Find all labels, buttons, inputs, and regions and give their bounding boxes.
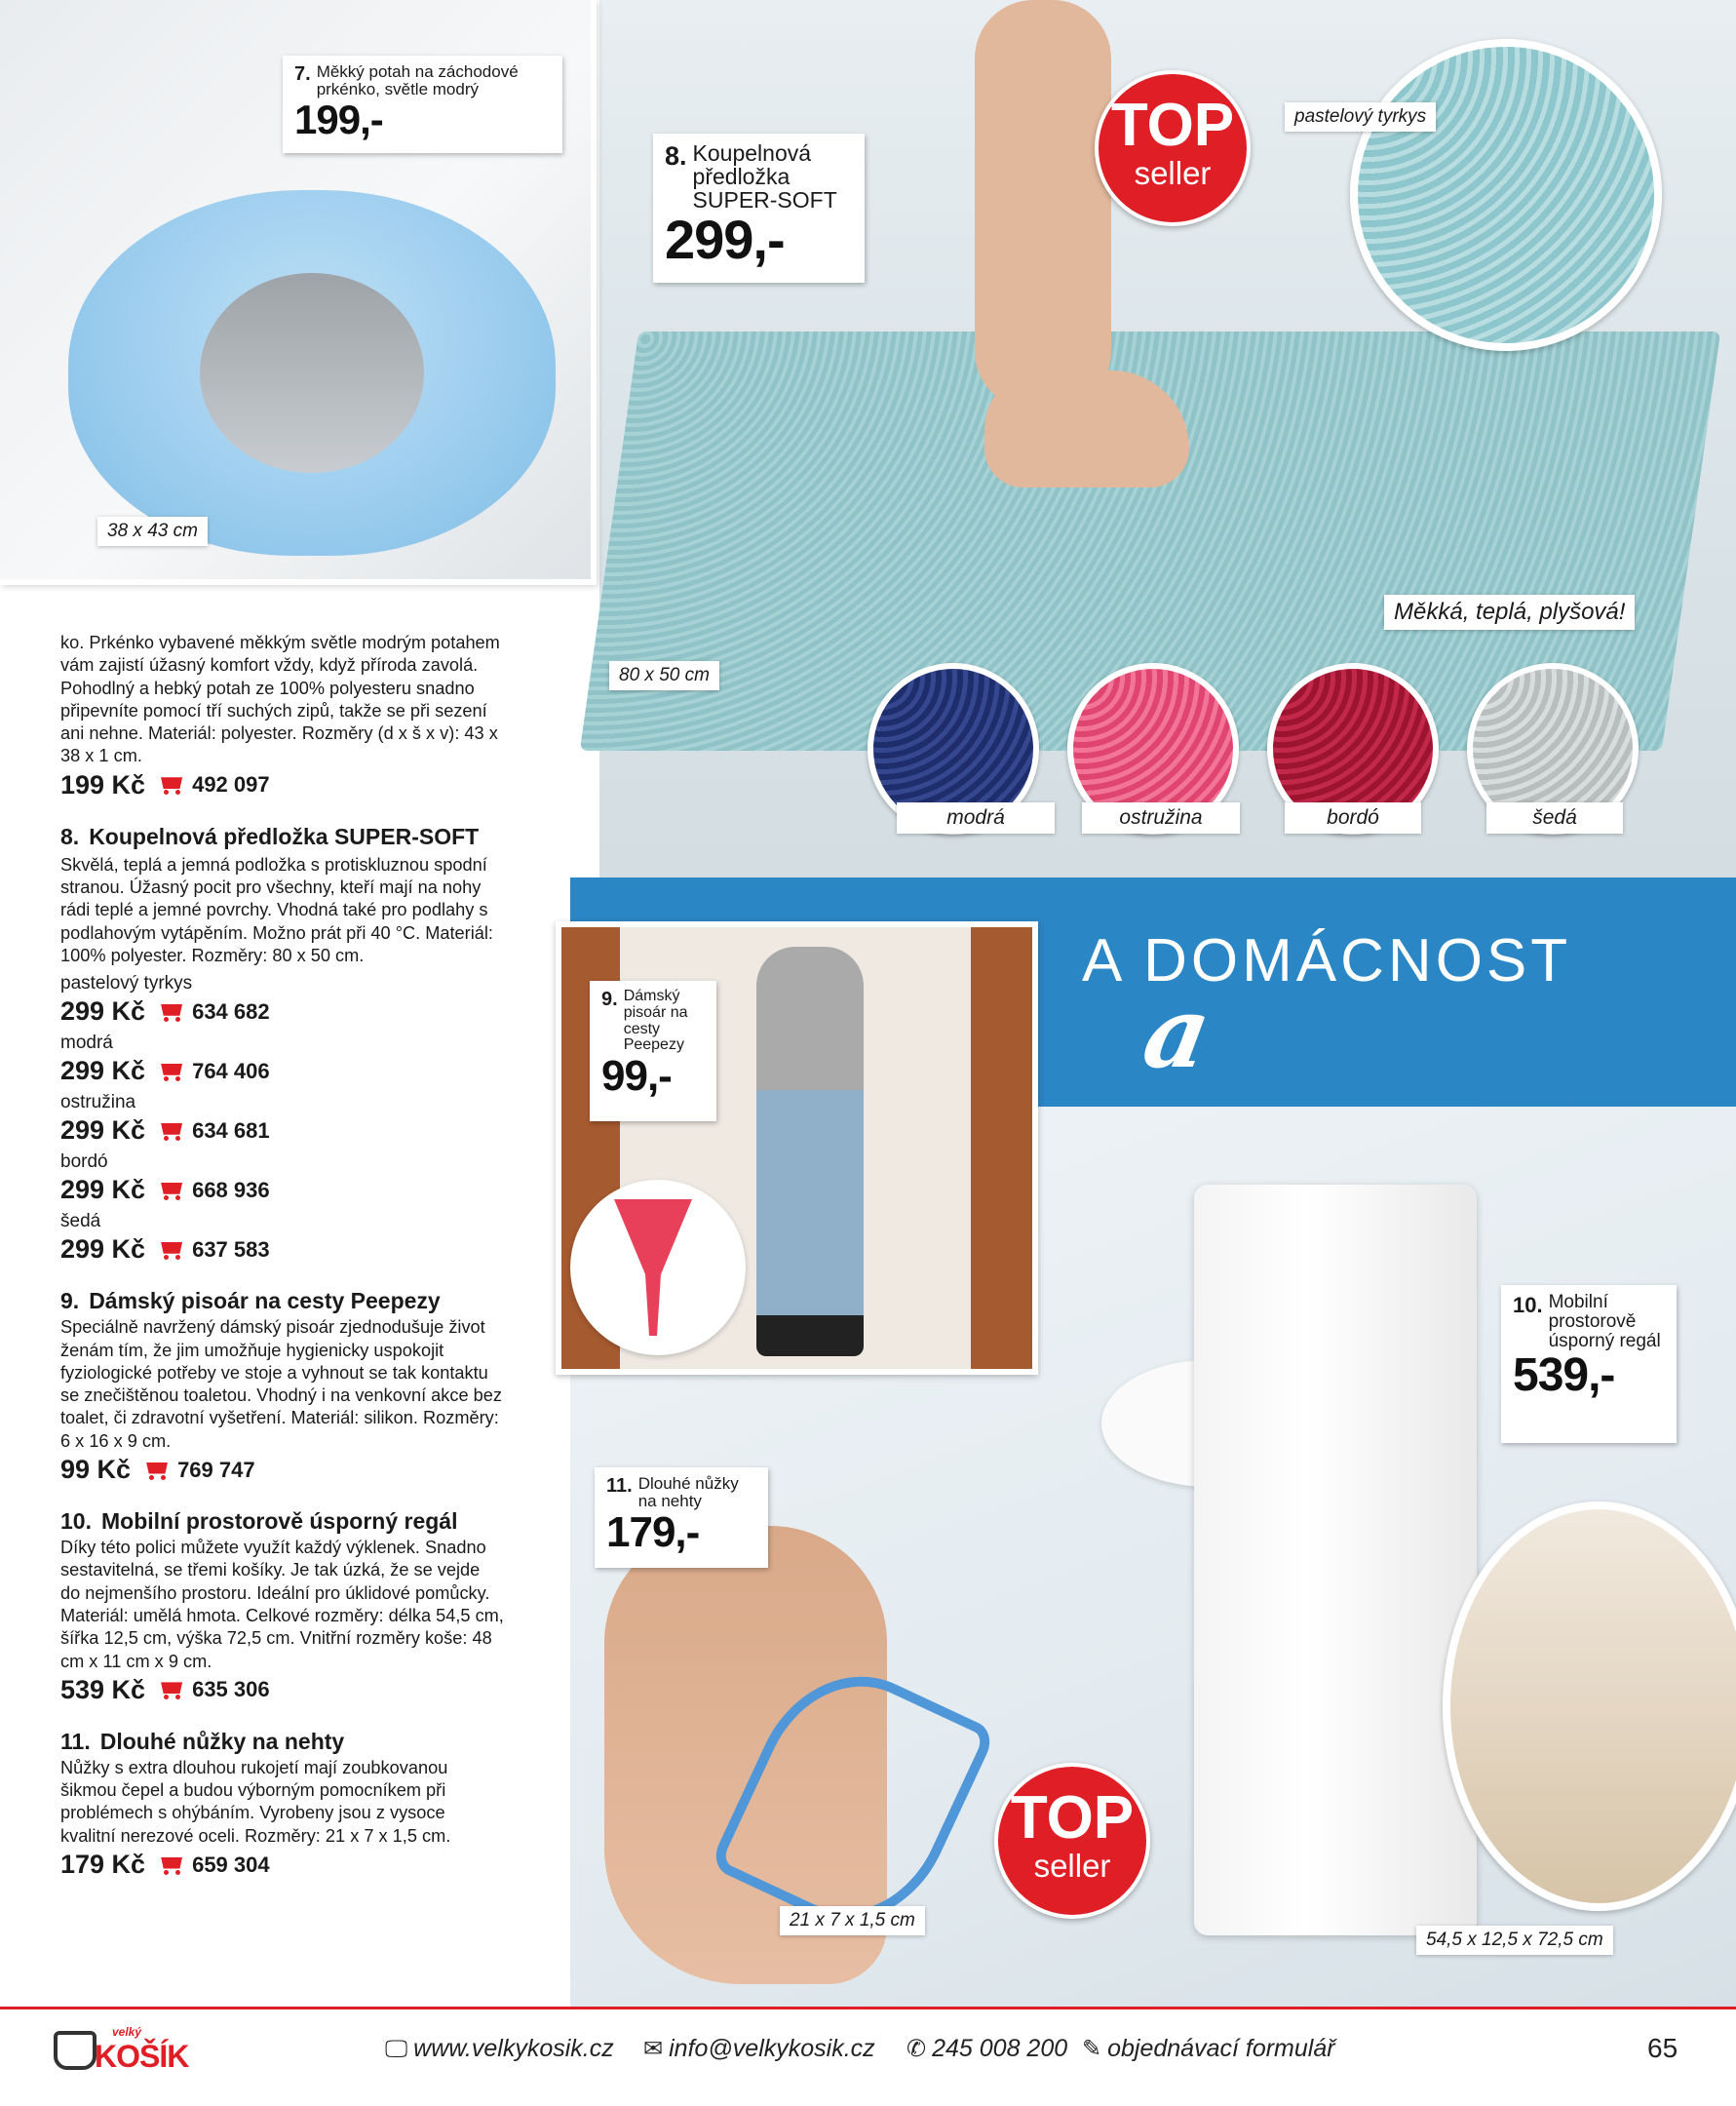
product-11-heading: [60, 1730, 504, 1753]
zoom-label: pastelový tyrkys: [1285, 102, 1436, 132]
footer-email-link[interactable]: [643, 2035, 875, 2063]
top-seller-badge: [994, 1763, 1150, 1919]
price-box-9: [590, 981, 716, 1121]
badge-seller-text: seller: [1033, 1848, 1111, 1884]
logo-cart-icon: [54, 2031, 96, 2070]
price: 539 Kč: [60, 1674, 146, 1704]
dimension-label-11: 21 x 7 x 1,5 cm: [780, 1906, 925, 1935]
order-form-text: objednávací formulář: [1107, 2035, 1335, 2062]
product-price: 199,-: [294, 96, 383, 142]
product-number: 8.: [665, 141, 687, 171]
badge-top-text: TOP: [1110, 92, 1235, 159]
website-text: www.velkykosik.cz: [413, 2035, 614, 2062]
cart-icon: [159, 1002, 184, 1022]
banner-subtitle: a: [1136, 975, 1219, 1090]
product-8-heading: [60, 825, 504, 848]
product-text-column: [60, 632, 504, 1880]
product-price: 99,-: [601, 1052, 672, 1101]
seat-hole-image: [200, 273, 424, 473]
heading-number: 9.: [60, 1288, 80, 1314]
product-9-description: Speciálně navržený dámský pisoár zjednodušuje život ženám tím, že jim umožňuje hygienicky uspokojit fyziologické potřeby ve stoje a vyhnout se tak kontaktu se znečištěnou toaletou. Vhodný i na venkovní akce bez toalet, či zdravotní vyšetření. Materiál: silikon. Rozměry: 6 x 16 x 9 cm.: [60, 1317, 502, 1451]
heading-number: 10.: [60, 1508, 92, 1535]
variant-price-line: [60, 1056, 504, 1086]
variant-price-line: [60, 1234, 504, 1265]
envelope-icon: ✉: [643, 2036, 664, 2062]
product-number: 9.: [601, 989, 618, 1010]
product-10-heading: [60, 1509, 504, 1533]
logo-text: KOŠÍK: [95, 2039, 189, 2074]
product-name: Mobilní prostorově úsporný regál: [1548, 1292, 1661, 1351]
product-11-description: Nůžky s extra dlouhou rukojetí mají zoubkovanou šikmou čepel a budou výborným pomocníkem při problémech s ohýbáním. Vyrobeny jsou z vysoce kvalitní nerezové oceli. Rozměry: 21 x 7 x 1,5 cm.: [60, 1757, 451, 1846]
product-name: Koupelnová předložka SUPER-SOFT: [692, 140, 837, 214]
cart-icon: [159, 1680, 184, 1699]
variant-name: modrá: [60, 1033, 113, 1054]
footer-order-form-link[interactable]: [1082, 2035, 1335, 2063]
price: 299 Kč: [60, 1234, 146, 1265]
price: 299 Kč: [60, 1175, 146, 1205]
order-code: 635 306: [192, 1677, 270, 1702]
product-number: 10.: [1513, 1293, 1543, 1317]
shelf-image: [1194, 1185, 1477, 1935]
footer-phone-link[interactable]: [907, 2035, 1067, 2063]
footer-website-link[interactable]: [385, 2035, 614, 2063]
woman-image: [756, 947, 864, 1356]
product-9-price-line: [60, 1455, 504, 1485]
order-code: 637 583: [192, 1236, 270, 1262]
heading-number: 11.: [60, 1728, 91, 1754]
product-number: 7.: [294, 63, 311, 85]
order-code: 492 097: [192, 772, 270, 798]
monitor-icon: 🖵: [385, 2035, 408, 2062]
dimension-label-7: 38 x 43 cm: [97, 517, 208, 546]
mat-zoom-circle: [1350, 39, 1662, 351]
variant-name: ostružina: [60, 1092, 136, 1113]
cart-icon: [159, 1855, 184, 1875]
logo[interactable]: [54, 2023, 190, 2082]
tagline-label: Měkká, teplá, plyšová!: [1384, 595, 1635, 630]
price: 299 Kč: [60, 1056, 146, 1086]
price-box-10: [1501, 1285, 1677, 1443]
price: 299 Kč: [60, 1115, 146, 1146]
product-11-price-line: [60, 1850, 504, 1880]
dimension-label-8: 80 x 50 cm: [609, 661, 719, 690]
product-7-price-line: [60, 770, 504, 800]
price: 179 Kč: [60, 1850, 146, 1880]
price: 199 Kč: [60, 769, 146, 800]
leg-image: [975, 0, 1111, 410]
heading-title: Dlouhé nůžky na nehty: [99, 1728, 345, 1754]
price: 299 Kč: [60, 996, 146, 1027]
badge-top-text: TOP: [1010, 1784, 1135, 1852]
cart-icon: [159, 1121, 184, 1141]
heading-title: Mobilní prostorově úsporný regál: [100, 1508, 458, 1535]
cart-icon: [159, 1062, 184, 1081]
price-box-11: [595, 1467, 768, 1568]
swatch-label-burgundy: bordó: [1285, 802, 1421, 834]
cart-icon: [159, 775, 184, 795]
order-code: 659 304: [192, 1852, 270, 1877]
order-code: 634 682: [192, 998, 270, 1024]
heading-number: 8.: [60, 823, 80, 849]
swatch-label-blue: modrá: [897, 802, 1055, 834]
badge-seller-text: seller: [1134, 155, 1212, 191]
product-7-description: ko. Prkénko vybavené měkkým světle modrým potahem vám zajistí úžasný komfort vždy, když příroda zavolá. Pohodlný a hebký potah ze 100% polyesteru snadno připevníte pomocí tří suchých zipů, takže se při sezení ani nehne. Materiál: polyester. Rozměry (d x š x v): 43 x 38 x 1 cm.: [60, 633, 500, 766]
product-price: 179,-: [606, 1507, 700, 1556]
price-box-8: [653, 134, 865, 283]
shelf-detail-circle: [1443, 1502, 1736, 1911]
product-number: 11.: [606, 1475, 633, 1497]
dimension-label-10: 54,5 x 12,5 x 72,5 cm: [1416, 1926, 1613, 1955]
order-code: 764 406: [192, 1058, 270, 1083]
product-9-heading: [60, 1289, 504, 1312]
variant-name: šedá: [60, 1211, 101, 1232]
product-name: Měkký potah na záchodové prkénko, světle modrý: [316, 62, 519, 98]
product-10-description: Díky této polici můžete využít každý výklenek. Snadno sestavitelná, se třemi košíky. Je tak úzká, že se vejde do nejmenšího prostoru. Ideální pro úklidové pomůcky. Materiál: umělá hmota. Celkové rozměry: délka 54,5 cm, šířka 12,5 cm, výška 72,5 cm. Vnitřní rozměry koše: 48 cm x 11 cm x 9 cm.: [60, 1538, 504, 1671]
product-price: 299,-: [665, 209, 785, 271]
cart-icon: [159, 1240, 184, 1260]
variant-price-line: [60, 996, 504, 1027]
product-name: Dlouhé nůžky na nehty: [637, 1474, 739, 1510]
variant-price-line: [60, 1175, 504, 1205]
variant-price-line: [60, 1115, 504, 1146]
variant-name: pastelový tyrkys: [60, 973, 193, 994]
order-code: 769 747: [177, 1457, 255, 1482]
swatch-label-grey: šedá: [1486, 802, 1623, 834]
cart-icon: [159, 1181, 184, 1200]
page-number: 65: [1647, 2033, 1678, 2063]
product-price: 539,-: [1513, 1348, 1615, 1401]
order-code: 634 681: [192, 1117, 270, 1143]
price-box-7: [283, 56, 562, 153]
swatch-label-pink: ostružina: [1082, 802, 1240, 834]
product-10-price-line: [60, 1675, 504, 1705]
foot-image: [984, 370, 1189, 488]
email-text: info@velkykosik.cz: [669, 2035, 875, 2062]
banner-title: A DOMÁCNOST: [1082, 927, 1572, 994]
phone-icon: ✆: [907, 2036, 927, 2062]
price: 99 Kč: [60, 1455, 132, 1485]
cart-icon: [144, 1461, 170, 1480]
heading-title: Dámský pisoár na cesty Peepezy: [89, 1288, 441, 1314]
logo-small-text: velký: [112, 2025, 142, 2039]
heading-title: Koupelnová předložka SUPER-SOFT: [89, 823, 480, 849]
top-seller-badge: [1095, 70, 1251, 226]
order-code: 668 936: [192, 1177, 270, 1202]
phone-text: 245 008 200: [932, 2035, 1068, 2062]
product-name: Dámský pisoár na cesty Peepezy: [623, 988, 688, 1054]
product-8-description: Skvělá, teplá a jemná podložka s protiskluznou spodní stranou. Úžasný pocit pro všechny, kteří mají na nohy rádi teplé a jemné povrchy. Vhodná také pro podlahy s podlahovým vytápěním. Možno prát při 40 °C. Materiál: 100% polyester. Rozměry: 80 x 50 cm.: [60, 854, 493, 965]
form-icon: ✎: [1082, 2036, 1102, 2062]
variant-name: bordó: [60, 1151, 108, 1173]
